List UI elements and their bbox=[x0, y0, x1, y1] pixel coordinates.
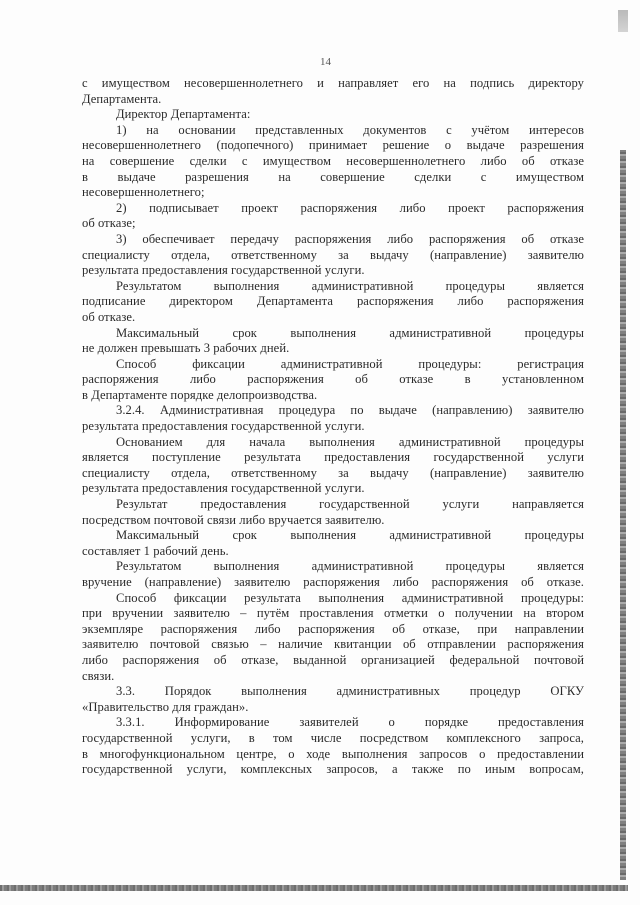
text-line: об отказе. bbox=[82, 309, 136, 324]
text-line: несовершеннолетнего; bbox=[82, 185, 205, 200]
text-line: специалисту отдела, ответственному за выдачу (направление) заявителю bbox=[82, 465, 584, 480]
text-line: с имуществом несовершеннолетнего и направляет его на подпись директору bbox=[82, 76, 584, 90]
text-line: 1) на основании представленных документов с учётом интересов bbox=[116, 122, 584, 137]
text-line: в выдаче разрешения на совершение сделки с имуществом bbox=[82, 169, 584, 184]
text-line: при вручении заявителю – путём проставления отметки о получении на втором bbox=[82, 606, 584, 621]
text-line: посредством почтовой связи либо вручается заявителю. bbox=[82, 512, 385, 527]
text-line: 3.3. Порядок выполнения административных процедур ОГКУ bbox=[116, 684, 584, 699]
text-line: экземпляре распоряжения либо распоряжения об отказе, при направлении bbox=[82, 621, 584, 636]
text-line: на совершение сделки с имуществом несовершеннолетнего либо об отказе bbox=[82, 153, 584, 168]
text-line: составляет 1 рабочий день. bbox=[82, 543, 229, 558]
text-line: Основанием для начала выполнения административной процедуры bbox=[116, 434, 584, 449]
text-line: результата предоставления государственной услуги. bbox=[82, 419, 365, 434]
text-line: не должен превышать 3 рабочих дней. bbox=[82, 341, 290, 356]
text-line: либо распоряжения об отказе, выданной организацией федеральной почтовой bbox=[82, 652, 584, 667]
text-line: Результатом выполнения административной процедуры является bbox=[116, 278, 584, 293]
text-line: государственной услуги, в том числе посредством комплексного запроса, bbox=[82, 730, 584, 745]
text-line: Результатом выполнения административной процедуры является bbox=[116, 559, 584, 574]
text-line: Департамента. bbox=[82, 91, 162, 106]
scan-edge-bottom bbox=[0, 885, 628, 891]
text-line: результата предоставления государственной услуги. bbox=[82, 481, 365, 496]
text-line: подписание директором Департамента распоряжения либо распоряжения bbox=[82, 294, 584, 309]
text-line: вручение (направление) заявителю распоряжения либо распоряжения об отказе. bbox=[82, 575, 584, 589]
text-line: связи. bbox=[82, 668, 115, 683]
text-line: Максимальный срок выполнения административной процедуры bbox=[116, 528, 584, 543]
text-line: распоряжения либо распоряжения об отказе в установленном bbox=[82, 372, 584, 387]
text-line: в многофункциональном центре, о ходе выполнения запросов о предоставлении bbox=[82, 746, 584, 761]
text-line: в Департаменте порядке делопроизводства. bbox=[82, 387, 318, 402]
text-line: 2) подписывает проект распоряжения либо проект распоряжения bbox=[116, 200, 584, 215]
scan-edge-right bbox=[620, 150, 626, 880]
document-body bbox=[82, 76, 584, 778]
text-line: 3.2.4. Административная процедура по выдаче (направлению) заявителю bbox=[116, 403, 584, 418]
text-line: специалисту отдела, ответственному за выдачу (направление) заявителю bbox=[82, 247, 584, 262]
text-line: является поступление результата предоставления государственной услуги bbox=[82, 450, 584, 465]
page-number: 14 bbox=[320, 56, 331, 68]
text-line: Способ фиксации результата выполнения административной процедуры: bbox=[116, 590, 584, 605]
text-line: «Правительство для граждан». bbox=[82, 699, 249, 714]
text-line: Максимальный срок выполнения административной процедуры bbox=[116, 325, 584, 340]
text-line: Способ фиксации административной процедуры: регистрация bbox=[116, 356, 584, 371]
text-line: несовершеннолетнего (подопечного) принимает решение о выдаче разрешения bbox=[82, 138, 584, 153]
text-line: Результат предоставления государственной услуги направляется bbox=[116, 497, 584, 512]
text-line: государственной услуги, комплексных запросов, а также по иным вопросам, bbox=[82, 762, 584, 777]
text-line: об отказе; bbox=[82, 216, 136, 231]
text-line: Директор Департамента: bbox=[116, 107, 251, 122]
text-line: заявителю почтовой связью – наличие квитанции об отправлении распоряжения bbox=[82, 637, 584, 652]
text-line: 3) обеспечивает передачу распоряжения либо распоряжения об отказе bbox=[116, 231, 584, 246]
text-line: результата предоставления государственной услуги. bbox=[82, 263, 365, 278]
text-line: 3.3.1. Информирование заявителей о порядке предоставления bbox=[116, 715, 584, 730]
scan-corner-mark bbox=[618, 10, 628, 32]
